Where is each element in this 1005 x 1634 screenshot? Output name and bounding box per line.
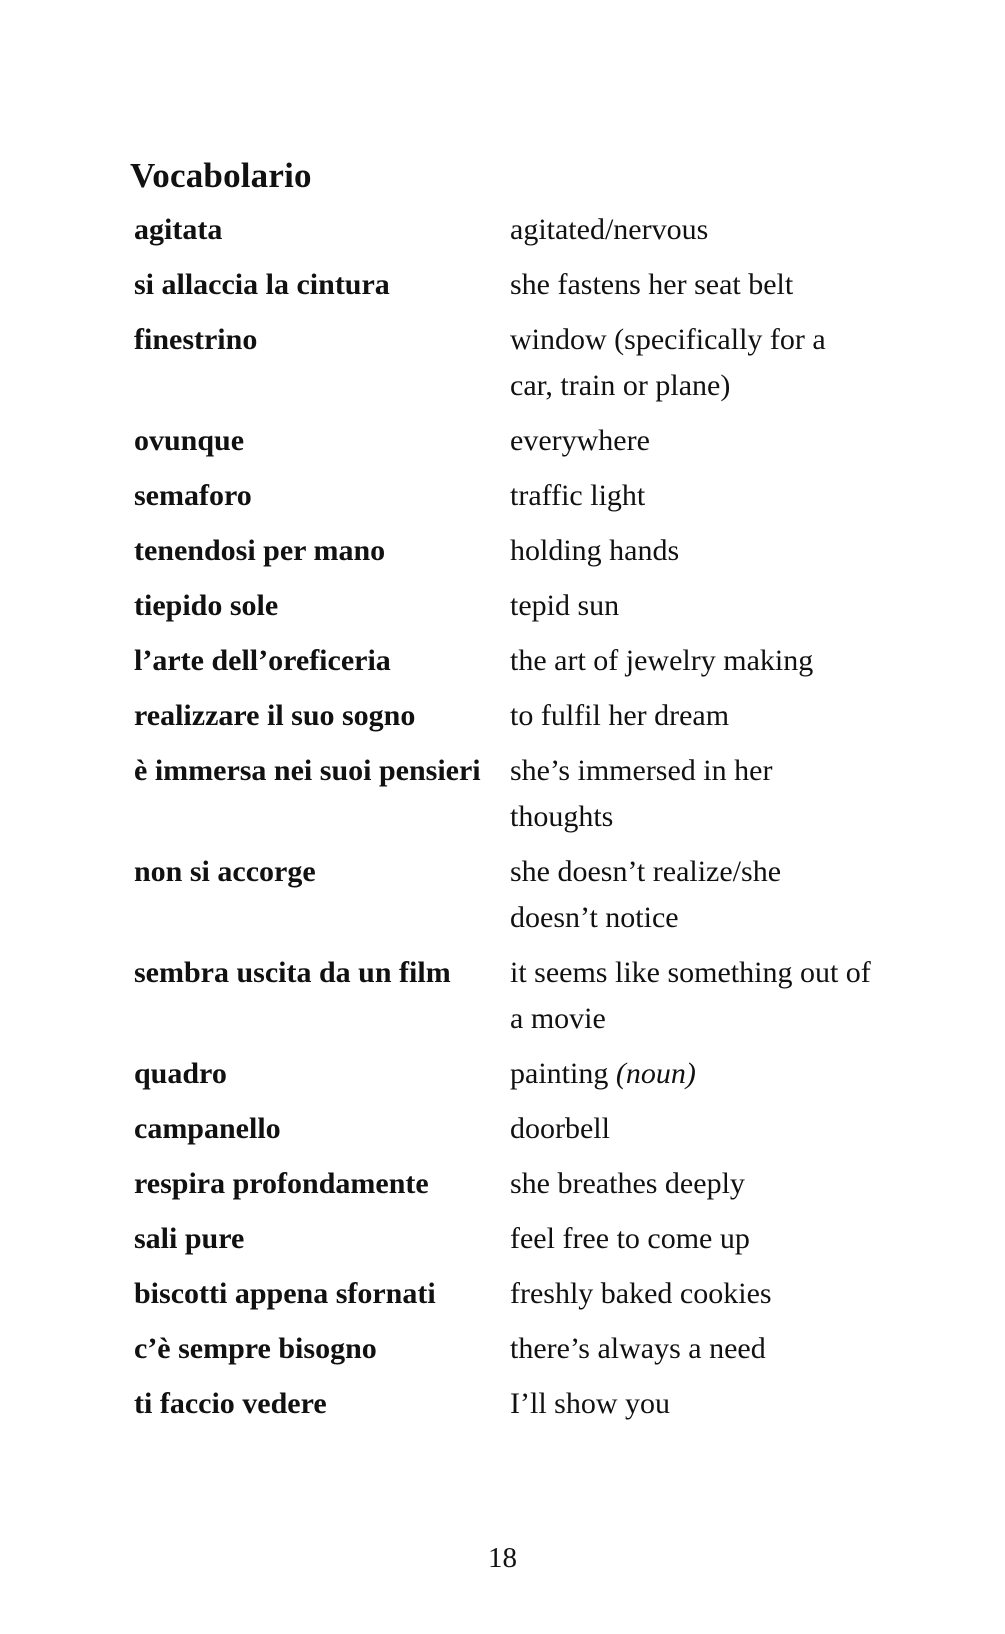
vocab-row: [134, 418, 874, 464]
vocab-translation: the art of jewelry making: [510, 644, 814, 677]
vocab-row: [134, 262, 874, 308]
vocab-translation: window (specifically for a car, train or plane): [510, 323, 826, 402]
part-of-speech-note: (noun): [615, 1057, 696, 1090]
vocab-term: tiepido sole: [134, 589, 279, 622]
vocab-term: sali pure: [134, 1222, 245, 1255]
vocab-row: [134, 1051, 874, 1097]
vocab-row: [134, 1216, 874, 1262]
vocab-row: [134, 317, 874, 409]
vocab-translation: she fastens her seat belt: [510, 268, 794, 301]
vocab-translation: she doesn’t realize/she doesn’t notice: [510, 855, 782, 934]
vocab-row: [134, 207, 874, 253]
vocab-row: [134, 1161, 874, 1207]
vocab-row: [134, 1381, 874, 1427]
vocab-translation: [510, 1051, 874, 1097]
vocab-row: [134, 638, 874, 684]
vocab-term: campanello: [134, 1112, 281, 1145]
vocab-term: agitata: [134, 213, 223, 246]
vocab-term: ti faccio vedere: [134, 1387, 327, 1420]
vocab-term: si allaccia la cintura: [134, 268, 390, 301]
vocab-term: finestrino: [134, 323, 258, 356]
vocab-translation: she’s immersed in her thoughts: [510, 754, 773, 833]
vocab-translation: it seems like something out of a movie: [510, 956, 871, 1035]
vocab-translation: she breathes deeply: [510, 1167, 745, 1200]
vocab-term: biscotti appena sfornati: [134, 1277, 436, 1310]
page-title: Vocabolario: [130, 156, 312, 196]
vocab-row: [134, 1106, 874, 1152]
vocab-row: [134, 473, 874, 519]
vocab-term: sembra uscita da un film: [134, 956, 451, 989]
vocab-translation: to fulfil her dream: [510, 699, 730, 732]
page-number: 18: [488, 1542, 517, 1574]
vocab-row: [134, 950, 874, 1042]
vocab-translation: freshly baked cookies: [510, 1277, 772, 1310]
vocab-translation: tepid sun: [510, 589, 620, 622]
vocab-term: semaforo: [134, 479, 252, 512]
vocab-term: ovunque: [134, 424, 245, 457]
vocab-row: [134, 528, 874, 574]
vocab-row: [134, 1271, 874, 1317]
vocab-translation: holding hands: [510, 534, 680, 567]
vocab-term: l’arte dell’oreficeria: [134, 644, 391, 677]
vocab-translation: doorbell: [510, 1112, 610, 1145]
vocab-row: [134, 583, 874, 629]
vocab-translation: traffic light: [510, 479, 646, 512]
vocab-translation: feel free to come up: [510, 1222, 750, 1255]
vocab-translation: there’s always a need: [510, 1332, 766, 1365]
vocab-term: è immersa nei suoi pensieri: [134, 754, 481, 787]
vocab-translation-text: painting: [510, 1057, 609, 1090]
vocab-translation: agitated/nervous: [510, 213, 709, 246]
vocab-row: [134, 748, 874, 840]
vocab-term: quadro: [134, 1057, 227, 1090]
vocab-row: [134, 693, 874, 739]
vocab-term: respira profondamente: [134, 1167, 429, 1200]
vocab-translation: I’ll show you: [510, 1387, 670, 1420]
vocabulary-list: [134, 207, 874, 1436]
vocab-term: realizzare il suo sogno: [134, 699, 416, 732]
vocab-row: [134, 1326, 874, 1372]
vocab-term: c’è sempre bisogno: [134, 1332, 377, 1365]
vocab-term: non si accorge: [134, 855, 316, 888]
vocab-term: tenendosi per mano: [134, 534, 386, 567]
vocab-row: [134, 849, 874, 941]
vocab-translation: everywhere: [510, 424, 650, 457]
